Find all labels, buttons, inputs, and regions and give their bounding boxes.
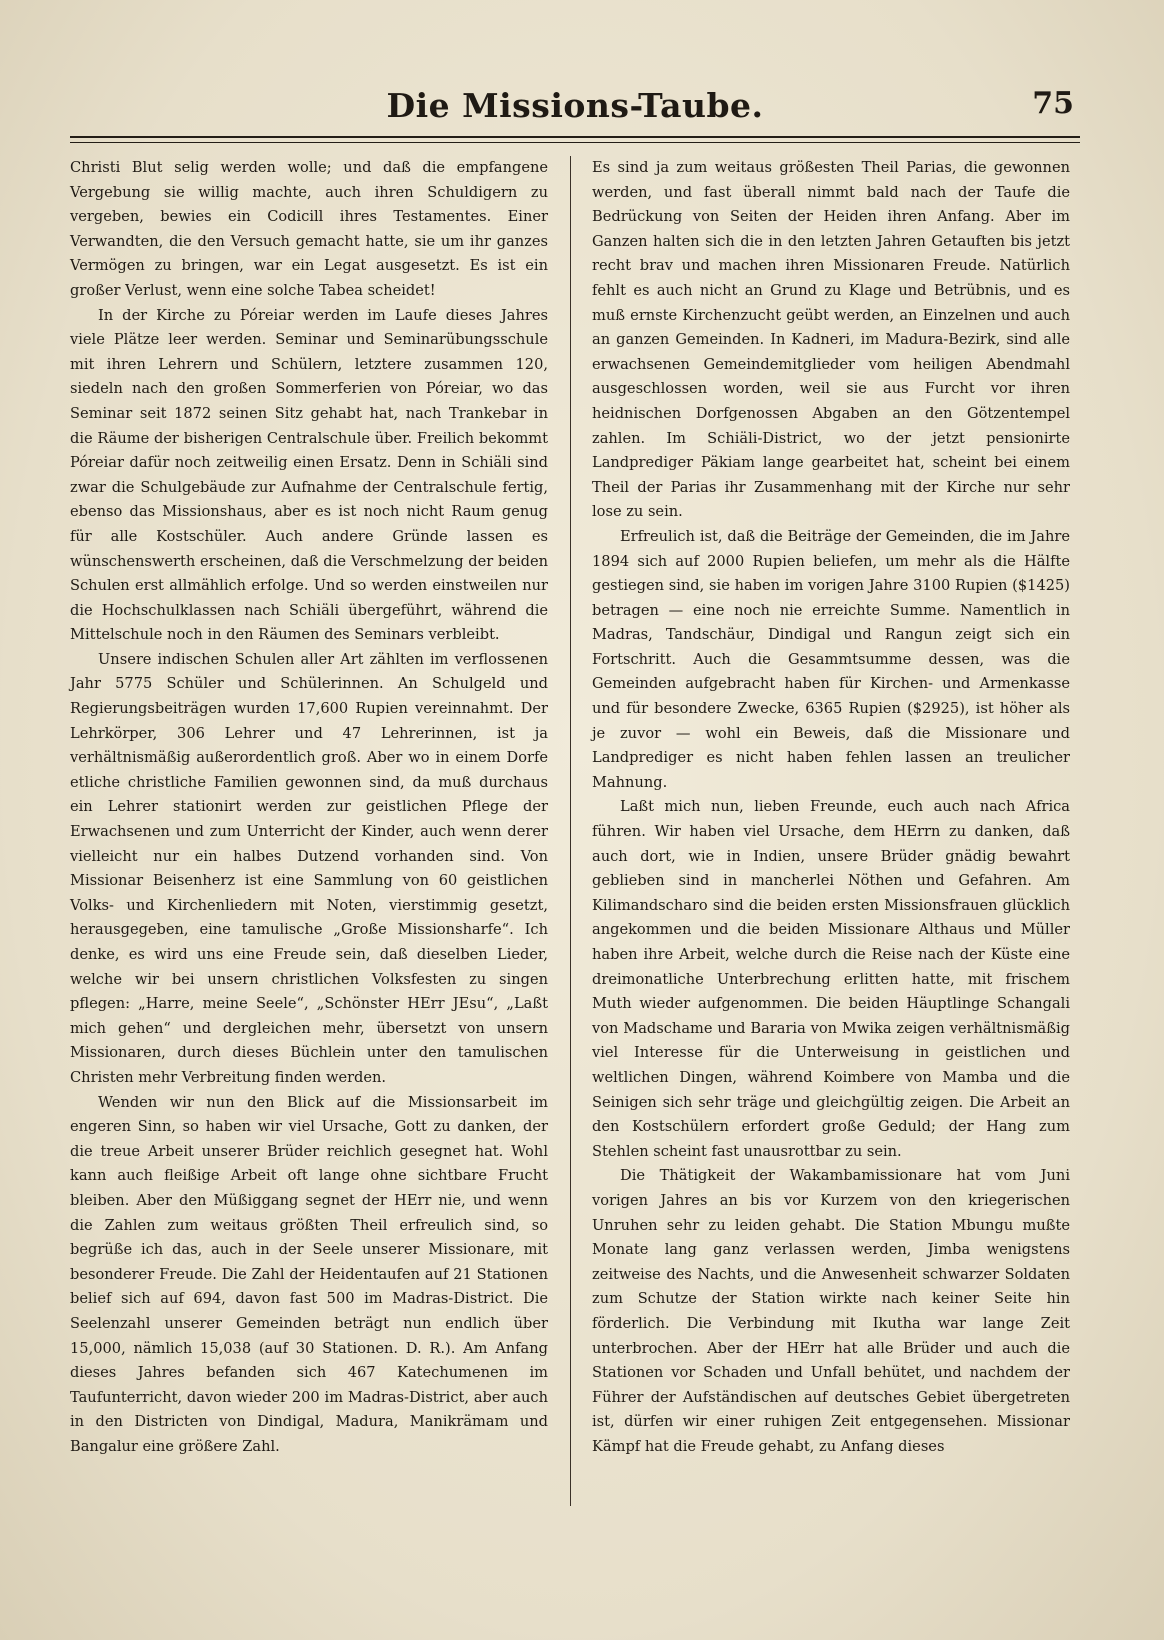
- right-paragraph-1: Es sind ja zum weitaus größesten Theil Parias, die gewonnen werden, und fast überall nimmt bald nach der Taufe die Bedrückung von Seiten der Heiden ihren Anfang. Aber im Ganzen halten sich die in den letzten Jahren Getauften bis jetzt recht brav und machen ihren Missionaren Freude. Natürlich fehlt es auch nicht an Grund zu Klage und Betrübnis, und es muß ernste Kirchenzucht geübt werden, an Einzelnen und auch an ganzen Gemeinden. In Kadneri, im Madura-Bezirk, sind alle erwachsenen Gemeindemitglieder vom heiligen Abendmahl ausgeschlossen worden, weil sie aus Furcht vor ihren heidnischen Dorfgenossen Abgaben an den Götzentempel zahlen. Im Schiäli-District, wo der jetzt pensionirte Landprediger Päkiam lange gearbeitet hat, scheint bei einem Theil der Parias ihr Zusammenhang mit der Kirche nur sehr lose zu sein.: [592, 159, 1070, 521]
- header-rule-thin: [70, 142, 1080, 143]
- publication-title: Die Missions-Taube.: [386, 86, 764, 125]
- left-paragraph-2: In der Kirche zu Póreiar werden im Laufe dieses Jahres viele Plätze leer werden. Seminar und Seminarübungsschule mit ihren Lehrern und Schülern, letztere zusammen 120, siedeln nach den großen Sommerferien von Póreiar, wo das Seminar seit 1872 seinen Sitz gehabt hat, nach Trankebar in die Räume der bisherigen Centralschule über. Freilich bekommt Póreiar dafür noch zeitweilig einen Ersatz. Denn in Schiäli sind zwar die Schulgebäude zur Aufnahme der Centralschule fertig, ebenso das Missionshaus, aber es ist noch nicht Raum genug für alle Kostschüler. Auch andere Gründe lassen es wünschenswerth erscheinen, daß die Verschmelzung der beiden Schulen erst allmählich erfolge. Und so werden einstweilen nur die Hochschulklassen nach Schiäli übergeführt, während die Mittelschule noch in den Räumen des Seminars verbleibt.: [70, 306, 548, 644]
- left-paragraph-1: Christi Blut selig werden wolle; und daß die empfangene Vergebung sie willig machte, auch ihren Schuldigern zu vergeben, bewies ein Codicill ihres Testamentes. Einer Verwandten, die den Versuch gemacht hatte, sie um ihr ganzes Vermögen zu bringen, war ein Legat ausgesetzt. Es ist ein großer Verlust, wenn eine solche Tabea scheidet!: [70, 159, 548, 299]
- left-paragraph-3: Unsere indischen Schulen aller Art zählten im verflossenen Jahr 5775 Schüler und Schülerinnen. An Schulgeld und Regierungsbeiträgen wurden 17,600 Rupien vereinnahmt. Der Lehrkörper, 306 Lehrer und 47 Lehrerinnen, ist ja verhältnismäßig außerordentlich groß. Aber wo in einem Dorfe etliche christliche Familien gewonnen sind, da muß durchaus ein Lehrer stationirt werden zur geistlichen Pflege der Erwachsenen und zum Unterricht der Kinder, auch wenn derer vielleicht nur ein halbes Dutzend vorhanden sind. Von Missionar Beisenherz ist eine Sammlung von 60 geistlichen Volks- und Kirchenliedern mit Noten, vierstimmig gesetzt, herausgegeben, eine tamulische „Große Missionsharfe“. Ich denke, es wird uns eine Freude sein, daß dieselben Lieder, welche wir bei unsern christlichen Volksfesten zu singen pflegen: „Harre, meine Seele“, „Schönster HErr JEsu“, „Laßt mich gehen“ und dergleichen mehr, übersetzt von unsern Missionaren, durch dieses Büchlein unter den tamulischen Christen mehr Verbreitung finden werden.: [70, 650, 548, 1086]
- page-header: [70, 80, 1080, 130]
- text-columns: [70, 156, 1080, 1506]
- right-paragraph-3: Laßt mich nun, lieben Freunde, euch auch nach Africa führen. Wir haben viel Ursache, dem HErrn zu danken, daß auch dort, wie in Indien, unsere Brüder gnädig bewahrt geblieben sind in mancherlei Nöthen und Gefahren. Am Kilimandscharo sind die beiden ersten Missionsfrauen glücklich angekommen und die beiden Missionare Althaus und Müller haben ihre Arbeit, welche durch die Reise nach der Küste eine dreimonatliche Unterbrechung erlitten hatte, mit frischem Muth wieder aufgenommen. Die beiden Häuptlinge Schangali von Madschame und Bararia von Mwika zeigen verhältnismäßig viel Interesse für die Unterweisung in geistlichen und weltlichen Dingen, während Koimbere von Mamba und die Seinigen sich sehr träge und gleichgültig zeigen. Die Arbeit an den Kostschülern erfordert große Geduld; der Hang zum Stehlen scheint fast unausrottbar zu sein.: [592, 798, 1070, 1160]
- left-paragraph-4: Wenden wir nun den Blick auf die Missionsarbeit im engeren Sinn, so haben wir viel Ursache, Gott zu danken, der die treue Arbeit unserer Brüder reichlich gesegnet hat. Wohl kann auch fleißige Arbeit oft lange ohne sichtbare Frucht bleiben. Aber den Müßiggang segnet der HErr nie, und wenn die Zahlen zum weitaus größten Theil erfreulich sind, so begrüße ich das, auch in der Seele unserer Missionare, mit besonderer Freude. Die Zahl der Heidentaufen auf 21 Stationen belief sich auf 694, davon fast 500 im Madras-District. Die Seelenzahl unserer Gemeinden beträgt nun endlich über 15,000, nämlich 15,038 (auf 30 Stationen. D. R.). Am Anfang dieses Jahres befanden sich 467 Katechumenen im Taufunterricht, davon wieder 200 im Madras-District, aber auch in den Districten von Dindigal, Madura, Manikrämam und Bangalur eine größere Zahl.: [70, 1093, 548, 1455]
- right-paragraph-2: Erfreulich ist, daß die Beiträge der Gemeinden, die im Jahre 1894 sich auf 2000 Rupien beliefen, um mehr als die Hälfte gestiegen sind, sie haben im vorigen Jahre 3100 Rupien ($1425) betragen — eine noch nie erreichte Summe. Namentlich in Madras, Tandschäur, Dindigal und Rangun zeigt sich ein Fortschritt. Auch die Gesammtsumme dessen, was die Gemeinden aufgebracht haben für Kirchen- und Armenkasse und für besondere Zwecke, 6365 Rupien ($2925), ist höher als je zuvor — wohl ein Beweis, daß die Missionare und Landprediger es nicht haben fehlen lassen an treulicher Mahnung.: [592, 527, 1070, 791]
- page-number: 75: [1032, 86, 1074, 121]
- right-paragraph-4: Die Thätigkeit der Wakambamissionare hat vom Juni vorigen Jahres an bis vor Kurzem von den kriegerischen Unruhen sehr zu leiden gehabt. Die Station Mbungu mußte Monate lang ganz verlassen werden, Jimba wenigstens zeitweise des Nachts, und die Anwesenheit schwarzer Soldaten zum Schutze der Station wirkte nach keiner Seite hin förderlich. Die Verbindung mit Ikutha war lange Zeit unterbrochen. Aber der HErr hat alle Brüder und auch die Stationen vor Schaden und Unfall behütet, und nachdem der Führer der Aufständischen auf deutsches Gebiet übergetreten ist, dürfen wir einer ruhigen Zeit entgegensehen. Missionar Kämpf hat die Freude gehabt, zu Anfang dieses: [592, 1167, 1070, 1455]
- right-column: [592, 156, 1070, 1459]
- column-divider: [570, 156, 571, 1506]
- header-rule-thick: [70, 136, 1080, 138]
- left-column: [70, 156, 548, 1459]
